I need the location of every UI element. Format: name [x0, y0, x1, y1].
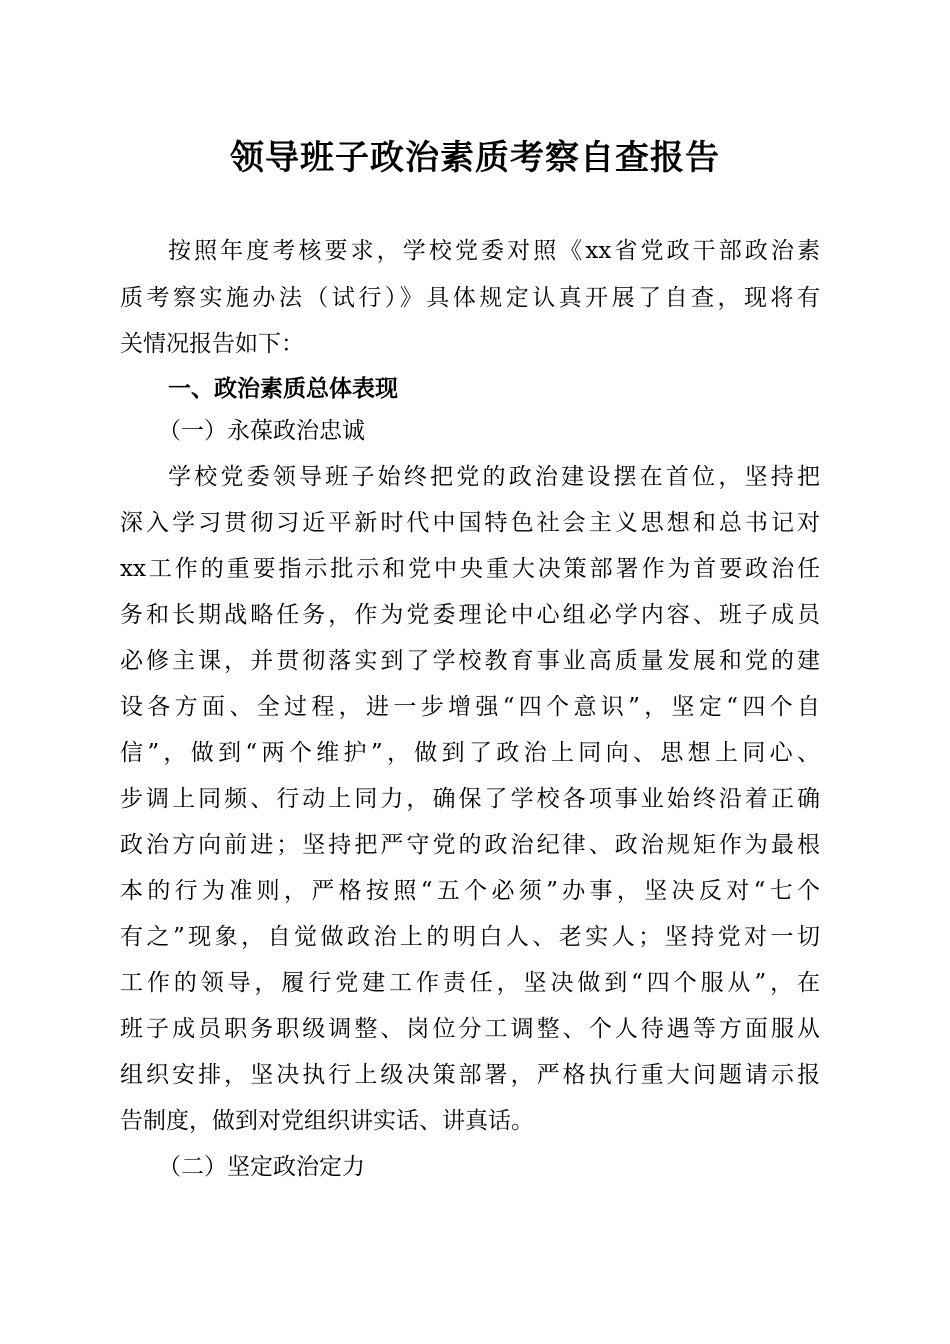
section-heading: 一、政治素质总体表现 — [168, 376, 398, 402]
body-line: 工作的领导，履行党建工作责任，坚决做到“四个服从”，在 — [120, 970, 820, 996]
body-line: 告制度，做到对党组织讲实话、讲真话。 — [120, 1108, 534, 1134]
body-line: 政治方向前进；坚持把严守党的政治纪律、政治规矩作为最根 — [120, 832, 820, 858]
body-line: 有之”现象，自觉做政治上的明白人、老实人；坚持党对一切 — [120, 924, 820, 950]
intro-line: 质考察实施办法（试行）》具体规定认真开展了自查，现将有 — [120, 285, 820, 311]
body-line: 组织安排，坚决执行上级决策部署，严格执行重大问题请示报 — [120, 1062, 820, 1088]
intro-line: 关情况报告如下： — [120, 331, 304, 357]
document-title: 领导班子政治素质考察自查报告 — [230, 138, 720, 178]
subsection-heading: （二）坚定政治定力 — [158, 1154, 365, 1180]
body-line: 设各方面、全过程，进一步增强“四个意识”，坚定“四个自 — [120, 694, 820, 720]
body-line: 学校党委领导班子始终把党的政治建设摆在首位，坚持把 — [168, 464, 820, 490]
body-line: 本的行为准则，严格按照“五个必须”办事，坚决反对“七个 — [120, 878, 820, 904]
intro-line: 按照年度考核要求，学校党委对照《xx省党政干部政治素 — [168, 238, 820, 264]
body-line: 班子成员职务职级调整、岗位分工调整、个人待遇等方面服从 — [120, 1016, 820, 1042]
body-line: 务和长期战略任务，作为党委理论中心组必学内容、班子成员 — [120, 602, 820, 628]
body-line: 步调上同频、行动上同力，确保了学校各项事业始终沿着正确 — [120, 786, 820, 812]
body-line: 深入学习贯彻习近平新时代中国特色社会主义思想和总书记对 — [120, 510, 820, 536]
body-line: xx工作的重要指示批示和党中央重大决策部署作为首要政治任 — [120, 556, 820, 582]
subsection-heading: （一）永葆政治忠诚 — [158, 418, 365, 444]
body-line: 必修主课，并贯彻落实到了学校教育事业高质量发展和党的建 — [120, 648, 820, 674]
body-line: 信”，做到“两个维护”，做到了政治上同向、思想上同心、 — [120, 740, 820, 766]
